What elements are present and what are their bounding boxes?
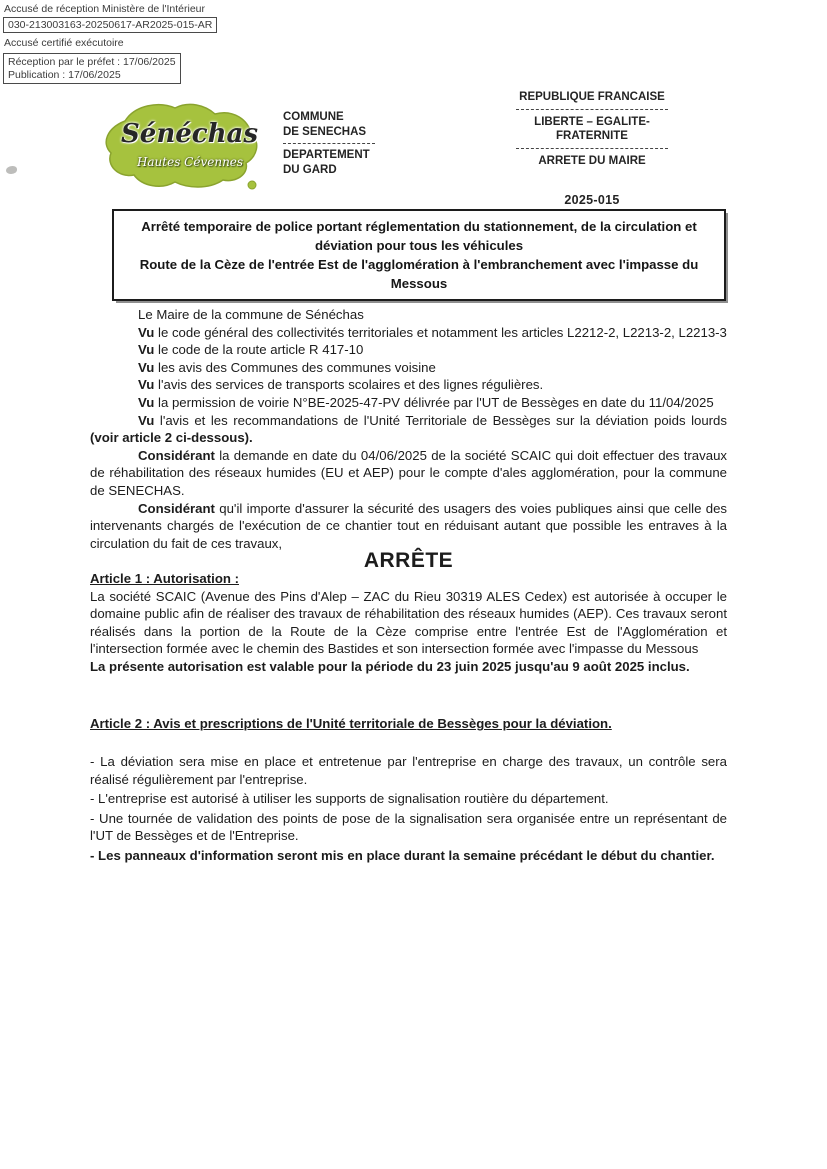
considerant-lead: Considérant bbox=[138, 447, 215, 463]
dashed-separator bbox=[516, 148, 668, 149]
logo-title: Sénéchas bbox=[121, 119, 258, 149]
considerant-paragraph bbox=[90, 500, 727, 553]
republique-block bbox=[498, 90, 686, 207]
devise-line: LIBERTE – EGALITE- FRATERNITE bbox=[534, 116, 650, 142]
vu-lead: Vu bbox=[138, 394, 155, 410]
dashed-separator bbox=[516, 109, 668, 110]
vu-paragraph bbox=[90, 324, 727, 342]
article1-heading: Article 1 : Autorisation : bbox=[90, 570, 239, 586]
commune-logo bbox=[95, 97, 275, 195]
considerant-text: qu'il importe d'assurer la sécurité des usagers des voies publiques ainsi que celle des intervenants chargés de l'exécution de ce chantier tout en réduisant autant que possible les entraves à la circulation du fait de ces travaux, bbox=[90, 500, 727, 551]
vu-text-bold: (voir article 2 ci-dessous). bbox=[90, 430, 253, 446]
certifie-executoire-line: Accusé certifié exécutoire bbox=[4, 37, 124, 49]
article2-items bbox=[90, 753, 727, 865]
publication-date: Publication : 17/06/2025 bbox=[8, 69, 121, 81]
article2-item: - Une tournée de validation des points de pose de la signalisation sera organisée entre un représentant de l'UT de Bessèges et de l'Entreprise. bbox=[90, 810, 727, 844]
vu-lead: Vu bbox=[138, 342, 155, 358]
type-acte-line: ARRETE DU MAIRE bbox=[538, 155, 646, 167]
commune-label: COMMUNE bbox=[283, 111, 344, 123]
acte-numero: 2025-015 bbox=[564, 193, 620, 207]
vu-paragraph bbox=[90, 359, 727, 377]
dashed-separator bbox=[283, 143, 375, 144]
vu-paragraph bbox=[90, 394, 727, 412]
commune-departement-block bbox=[283, 110, 375, 177]
vu-text: l'avis des services de transports scolaires et des lignes régulières. bbox=[154, 377, 544, 393]
article1-validity: La présente autorisation est valable pour la période du 23 juin 2025 jusqu'au 9 août 2025 inclus. bbox=[90, 658, 690, 674]
vu-lead: Vu bbox=[138, 377, 155, 393]
vu-text: le code de la route article R 417-10 bbox=[154, 342, 364, 358]
vu-text: les avis des Communes des communes voisine bbox=[154, 359, 436, 375]
vu-paragraph bbox=[90, 412, 727, 447]
considerant-text: la demande en date du 04/06/2025 de la société SCAIC qui doit effectuer des travaux de réhabilitation des réseaux humides (EU et AEP) pour le compte d'ales agglomération, pour la commune de SENECHAS. bbox=[90, 447, 727, 498]
acte-reference: 030-213003163-20250617-AR2025-015-AR bbox=[3, 17, 217, 33]
vu-paragraph bbox=[90, 341, 727, 359]
article1-paragraph: La société SCAIC (Avenue des Pins d'Alep – ZAC du Rieu 30319 ALES Cedex) est autorisée à occuper le domaine public afin de réaliser des travaux de réhabilitation des réseaux humides (AEP). Ces travaux seront réalisés dans la portion de la Route de la Cèze comprise entre l'entrée Est de l'Agglomération et l'intersection formée avec le chemin des Bastides et son intersection formée avec l'impasse du Messous bbox=[90, 588, 727, 657]
accuse-reception-line: Accusé de réception Ministère de l'Intérieur bbox=[4, 3, 206, 15]
arrete-heading: ARRÊTE bbox=[363, 549, 454, 573]
article2-heading: Article 2 : Avis et prescriptions de l'Unité territoriale de Bessèges pour la déviation. bbox=[90, 716, 612, 732]
title-box bbox=[112, 209, 726, 301]
vu-text: le code général des collectivités territoriales et notamment les articles L2212-2, L2213-2, L2213-3 bbox=[154, 324, 727, 340]
article2-item: - L'entreprise est autorisé à utiliser les supports de signalisation routière du département. bbox=[90, 791, 609, 807]
vu-lead: Vu bbox=[138, 412, 155, 428]
title-line-2: Route de la Cèze de l'entrée Est de l'agglomération à l'embranchement avec l'impasse du Messous bbox=[139, 257, 699, 291]
vu-paragraph bbox=[90, 376, 727, 394]
commune-name: DE SENECHAS bbox=[283, 125, 367, 138]
vu-text: la permission de voirie N°BE-2025-47-PV délivrée par l'UT de Bessèges en date du 11/04/2025 bbox=[154, 394, 714, 410]
intro-line: Le Maire de la commune de Sénéchas bbox=[138, 307, 364, 322]
republique-line: REPUBLIQUE FRANCAISE bbox=[519, 91, 665, 103]
title-line-1: Arrêté temporaire de police portant réglementation du stationnement, de la circulation et déviation pour tous les véhicules bbox=[141, 219, 697, 253]
vu-lead: Vu bbox=[138, 324, 155, 340]
dates-stamp-box bbox=[3, 53, 181, 84]
considerant-paragraph bbox=[90, 447, 727, 500]
logo-subtitle: Hautes Cévennes bbox=[136, 155, 244, 169]
reception-prefet-date: Réception par le préfet : 17/06/2025 bbox=[8, 56, 176, 68]
scan-artifact bbox=[6, 166, 17, 174]
document-body bbox=[90, 306, 727, 867]
vu-text: l'avis et les recommandations de l'Unité Territoriale de Bessèges sur la déviation poids lourds bbox=[154, 412, 727, 428]
considerant-lead: Considérant bbox=[138, 500, 215, 516]
article2-item-bold: - Les panneaux d'information seront mis en place durant la semaine précédant le début du chantier. bbox=[90, 848, 715, 864]
departement-label: DEPARTEMENT bbox=[283, 149, 370, 161]
departement-name: DU GARD bbox=[283, 163, 337, 176]
vu-lead: Vu bbox=[138, 359, 155, 375]
article2-item: - La déviation sera mise en place et entretenue par l'entreprise en charge des travaux, un contrôle sera réalisé régulièrement par l'entreprise. bbox=[90, 754, 727, 787]
reception-stamps bbox=[3, 2, 217, 84]
